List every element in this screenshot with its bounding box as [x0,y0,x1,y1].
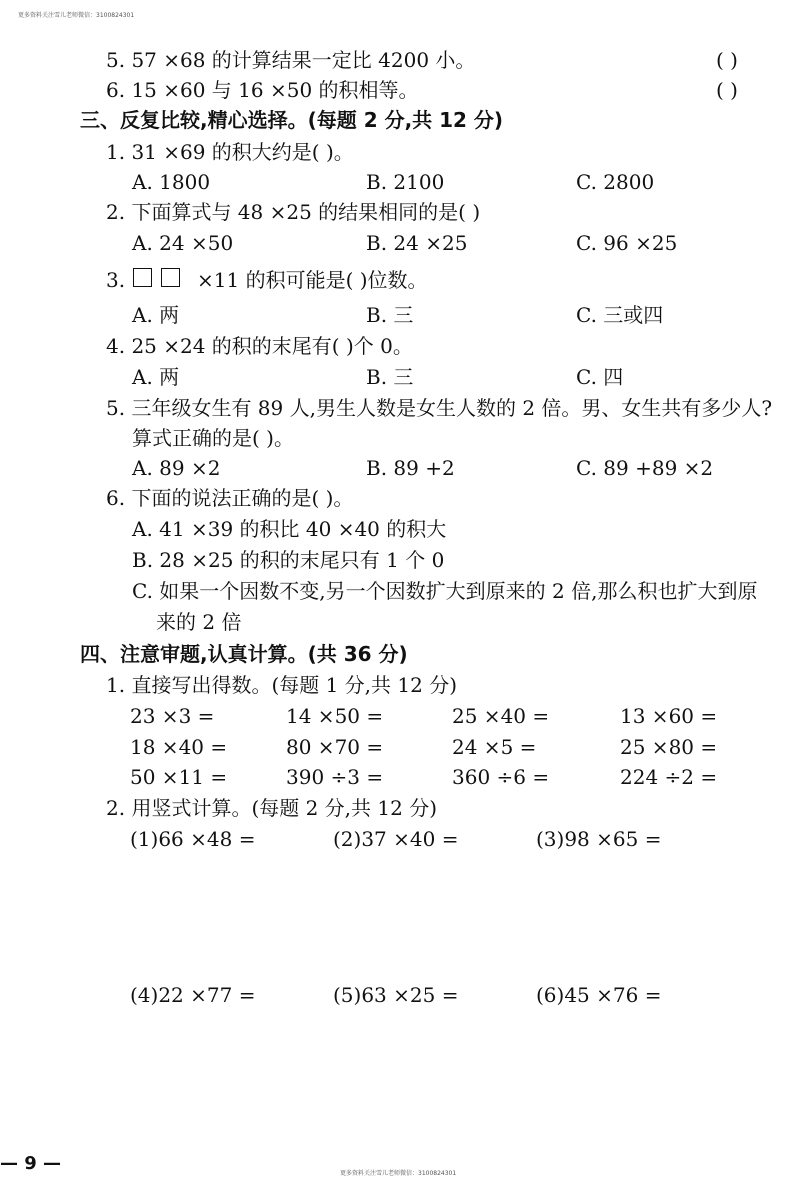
page-number: — 9 — [0,1153,62,1174]
digit-boxes [133,268,180,287]
mental-calc-2-1[interactable]: 18 ×40 = [130,735,228,759]
choice-q3-c[interactable]: C. 三或四 [576,303,664,327]
choice-q5-a[interactable]: A. 89 ×2 [132,456,221,480]
judge-q5: 5. 57 ×68 的计算结果一定比 4200 小。 [106,48,476,72]
watermark-bottom: 更多资料关注雪儿老师微信：3100824301 [340,1170,457,1177]
mental-calc-2-3[interactable]: 24 ×5 = [452,735,537,759]
section4-title: 四、注意审题,认真计算。(共 36 分) [80,642,408,666]
choice-q1-c[interactable]: C. 2800 [576,170,655,194]
choice-q1-b[interactable]: B. 2100 [366,170,445,194]
choice-q3-b[interactable]: B. 三 [366,303,414,327]
choice-q3-a[interactable]: A. 两 [132,303,180,327]
judge-q5-blank[interactable]: ( ) [716,48,738,72]
section3-title: 三、反复比较,精心选择。(每题 2 分,共 12 分) [80,108,504,132]
digit-box-1 [133,268,152,287]
vertical-calc-3[interactable]: (3)98 ×65 = [536,827,662,851]
choice-q4-c[interactable]: C. 四 [576,365,624,389]
digit-box-2 [161,268,180,287]
choice-q5-stem-line2: 算式正确的是( )。 [132,426,294,450]
choice-q5-stem: 5. 三年级女生有 89 人,男生人数是女生人数的 2 倍。男、女生共有多少人? [106,396,773,420]
judge-q6: 6. 15 ×60 与 16 ×50 的积相等。 [106,78,419,102]
mental-calc-1-3[interactable]: 25 ×40 = [452,704,550,728]
choice-q5-b[interactable]: B. 89 +2 [366,456,455,480]
choice-q6-c-line2: 来的 2 倍 [156,610,242,634]
mental-calc-3-2[interactable]: 390 ÷3 = [286,765,384,789]
choice-q4-b[interactable]: B. 三 [366,365,414,389]
vertical-calc-4[interactable]: (4)22 ×77 = [130,983,256,1007]
choice-q2-stem: 2. 下面算式与 48 ×25 的结果相同的是( ) [106,200,481,224]
choice-q6-b[interactable]: B. 28 ×25 的积的末尾只有 1 个 0 [132,548,445,572]
calc-part2-title: 2. 用竖式计算。(每题 2 分,共 12 分) [106,796,438,820]
vertical-calc-2[interactable]: (2)37 ×40 = [333,827,459,851]
watermark-top: 更多资料关注雪儿老师微信：3100824301 [18,12,135,19]
choice-q4-stem: 4. 25 ×24 的积的末尾有( )个 0。 [106,334,413,358]
mental-calc-2-4[interactable]: 25 ×80 = [620,735,718,759]
choice-q3-stem: ×11 的积可能是( )位数。 [197,268,428,292]
vertical-calc-1[interactable]: (1)66 ×48 = [130,827,256,851]
choice-q2-b[interactable]: B. 24 ×25 [366,231,468,255]
choice-q1-stem: 1. 31 ×69 的积大约是( )。 [106,140,354,164]
mental-calc-2-2[interactable]: 80 ×70 = [286,735,384,759]
choice-q6-stem: 6. 下面的说法正确的是( )。 [106,486,354,510]
calc-part1-title: 1. 直接写出得数。(每题 1 分,共 12 分) [106,673,458,697]
choice-q5-c[interactable]: C. 89 +89 ×2 [576,456,714,480]
choice-q6-c[interactable]: C. 如果一个因数不变,另一个因数扩大到原来的 2 倍,那么积也扩大到原 [132,579,758,603]
mental-calc-1-4[interactable]: 13 ×60 = [620,704,718,728]
choice-q3-number: 3. [106,268,126,292]
mental-calc-3-4[interactable]: 224 ÷2 = [620,765,718,789]
choice-q4-a[interactable]: A. 两 [132,365,180,389]
mental-calc-3-1[interactable]: 50 ×11 = [130,765,228,789]
choice-q1-a[interactable]: A. 1800 [132,170,211,194]
judge-q6-blank[interactable]: ( ) [716,78,738,102]
choice-q6-a[interactable]: A. 41 ×39 的积比 40 ×40 的积大 [132,517,447,541]
mental-calc-1-1[interactable]: 23 ×3 = [130,704,215,728]
vertical-calc-6[interactable]: (6)45 ×76 = [536,983,662,1007]
mental-calc-3-3[interactable]: 360 ÷6 = [452,765,550,789]
choice-q2-a[interactable]: A. 24 ×50 [132,231,234,255]
choice-q2-c[interactable]: C. 96 ×25 [576,231,678,255]
mental-calc-1-2[interactable]: 14 ×50 = [286,704,384,728]
vertical-calc-5[interactable]: (5)63 ×25 = [333,983,459,1007]
